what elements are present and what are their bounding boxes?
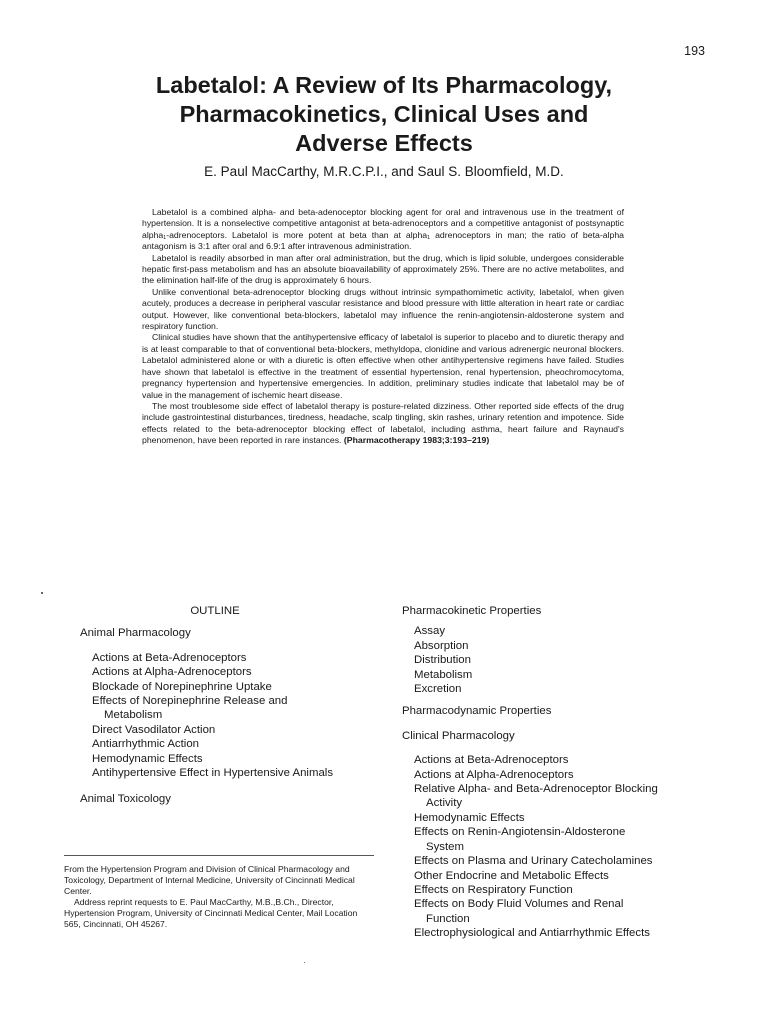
outline-item-continuation: Function [426,912,470,925]
outline-section: Clinical Pharmacology [402,729,515,742]
outline-item: Electrophysiological and Antiarrhythmic Effects [414,927,650,940]
outline-right-column [402,604,692,941]
outline-subsection-list [414,624,692,696]
outline-heading: OUTLINE [190,605,240,617]
outline-item-continued [414,912,692,926]
outline-item: Antihypertensive Effect in Hypertensive Animals [92,767,334,780]
outline-section: Animal Pharmacology [80,627,191,640]
outline-item: Distribution [414,654,471,667]
stray-mark [41,592,43,594]
outline-item: Actions at Alpha-Adrenoceptors [92,666,252,679]
outline-item-continuation: Activity [426,797,463,810]
abstract-paragraph: Labetalol is a combined alpha- and beta-adenoceptor blocking agent for oral and intravenous use in the treatment of hypertension. It is a nonselective competitive antagonist at beta-adrenoceptors and a competitive antagonist of postsynaptic alpha₁-adrenoceptors. Labetalol is more potent at beta than at alpha₁ adrenoceptors in man; the ratio of beta-alpha antagonism is 3:1 after oral and 6.9:1 after intravenous administration. [142,207,624,252]
outline-item: Effects of Norepinephrine Release and [92,695,288,708]
outline-item: Relative Alpha- and Beta-Adrenoceptor Blocking [414,783,658,796]
outline-item: Effects on Respiratory Function [414,883,573,896]
outline-section: Pharmacodynamic Properties [402,705,552,718]
citation: (Pharmacotherapy 1983;3:193–219) [343,435,490,446]
outline-item: Assay [414,625,446,638]
outline-item: Actions at Beta-Adrenoceptors [414,754,569,767]
outline-item-continuation: System [426,840,464,853]
outline-item: Hemodynamic Effects [414,811,525,824]
outline-item: Blockade of Norepinephrine Uptake [92,680,272,693]
article-title [60,71,708,158]
outline-item: Metabolism [414,668,473,681]
abstract-paragraph: Clinical studies have shown that the antihypertensive efficacy of labetalol is superior to placebo and to diuretic therapy and is at least comparable to that of conventional beta-blockers, methyldopa, clonidine and various adrenergic neuronal blockers. Labetalol administered alone or with a diuretic is often effective when other antihypertensive regimens have failed. Studies have shown that labetalol is effective in the treatment of essential hypertension, renal hypertension, pheochromocytoma, pregnancy hypertension and hypertensive emergencies. In addition, preliminary studies indicate that labetalol may be of value in the management of ischemic heart disease. [142,332,624,400]
outline-item: Actions at Alpha-Adrenoceptors [414,768,574,781]
outline-item: Actions at Beta-Adrenoceptors [92,651,247,664]
outline-item-continued [92,708,380,722]
outline-item: Effects on Plasma and Urinary Catecholamines [414,855,653,868]
outline-subsection-list [414,753,692,940]
abstract-paragraph: Labetalol is readily absorbed in man after oral administration, but the drug, which is lipid soluble, undergoes considerable hepatic first-pass metabolism and has an absolute bioavailability of approximately 25%. There are no active metabolites, and the elimination half-life of the drug is approximately 6 hours. [142,252,624,286]
abstract [142,207,624,447]
outline-section: Animal Toxicology [80,793,171,806]
outline-item: Excretion [414,683,462,696]
title-line-1: Labetalol: A Review of Its Pharmacology, [155,72,613,98]
outline-item: Other Endocrine and Metabolic Effects [414,869,609,882]
abstract-paragraph: Unlike conventional beta-adrenoceptor blocking drugs without intrinsic sympathomimetic activity, labetalol, when given acutely, produces a decrease in peripheral vascular resistance and blood pressure with little alteration in heart rate or cardiac output. However, like conventional beta-blockers, labetalol may influence the renin-angiotensin-aldosterone system and respiratory function. [142,286,624,332]
footnote-reprint-address: Address reprint requests to E. Paul MacCarthy, M.B.,B.Ch., Director, Hypertension Program, University of Cincinnati Medical Center, Mail Location 565, Cincinnati, OH 45267. [64,897,358,929]
outline-item: Hemodynamic Effects [92,752,203,765]
outline-item-continued [414,840,692,854]
outline-item: Antiarrhythmic Action [92,738,199,751]
outline-item: Effects on Renin-Angiotensin-Aldosterone [414,826,626,839]
abstract-text: The most troublesome side effect of labetalol therapy is posture-related dizziness. Other reported side effects of the drug include gastrointestinal disturbances, tiredness, headache, scalp tingling, skin rashes, urinary retention and impotence. Side effects related to the beta-adrenoceptor blocking effect of labetalol, including asthma, heart failure and Raynaud's phenomenon, have been reported in rare instances. [142,400,624,446]
outline-subsection-list [92,651,380,781]
outline-section: Pharmacokinetic Properties [402,605,542,617]
page-number: 193 [684,44,705,58]
outline-item-continuation: Metabolism [104,709,163,722]
stray-mark [304,962,305,963]
authors: E. Paul MacCarthy, M.R.C.P.I., and Saul S. Bloomfield, M.D. [204,164,564,179]
footnote-affiliation: From the Hypertension Program and Division of Clinical Pharmacology and Toxicology, Department of Internal Medicine, University of Cincinnati Medical Center. [64,864,355,896]
outline-left-column [80,604,380,817]
footnote [64,855,374,930]
title-line-3: Adverse Effects [295,130,473,156]
outline-item: Absorption [414,639,469,652]
outline-item-continued [414,796,692,810]
outline-item: Direct Vasodilator Action [92,723,216,736]
outline-item: Effects on Body Fluid Volumes and Renal [414,898,624,911]
title-line-2: Pharmacokinetics, Clinical Uses and [179,101,589,127]
abstract-paragraph-last [142,401,624,447]
